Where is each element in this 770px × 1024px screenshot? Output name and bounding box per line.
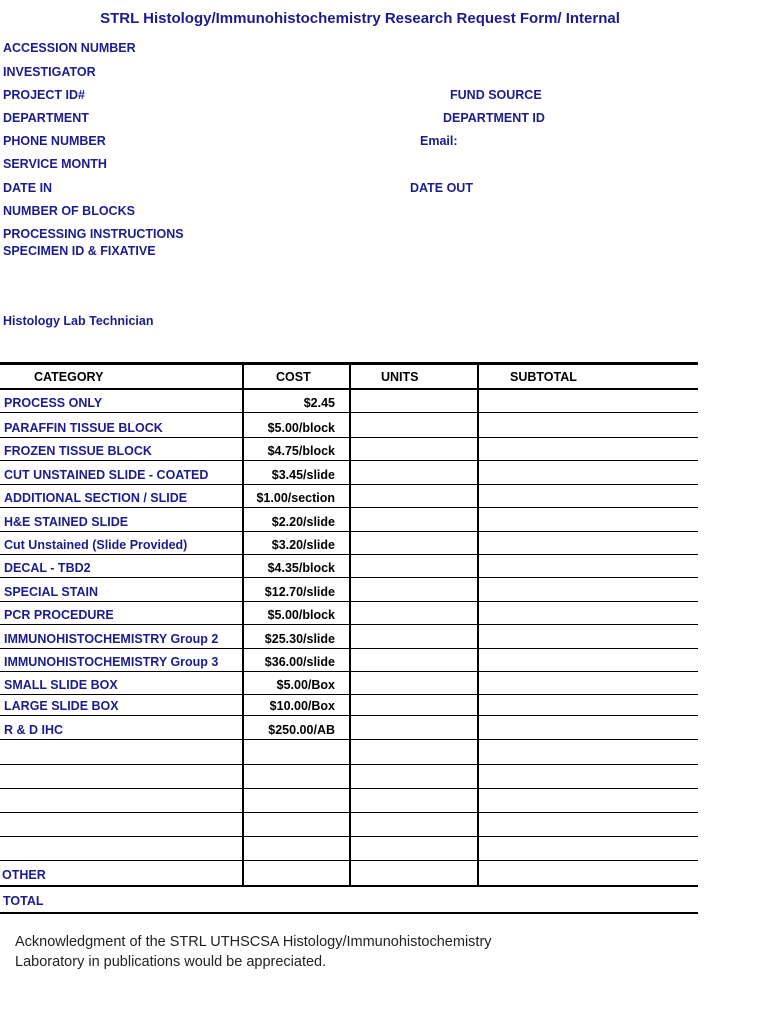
- category-cell: R & D IHC: [4, 723, 64, 737]
- table-row: [0, 508, 698, 532]
- date-out-label: DATE OUT: [410, 181, 473, 195]
- category-cell: DECAL - TBD2: [4, 561, 91, 575]
- acknowledgment-note: [15, 932, 492, 972]
- table-bottom-border: [0, 912, 698, 914]
- number-of-blocks-label: NUMBER OF BLOCKS: [3, 204, 135, 218]
- table-row: [0, 578, 698, 602]
- cost-cell: $2.45: [303, 396, 335, 410]
- fund-source-label: FUND SOURCE: [450, 88, 542, 102]
- acknowledgment-line-1: Acknowledgment of the STRL UTHSCSA Histology/Immunohistochemistry: [15, 934, 492, 950]
- category-cell: Cut Unstained (Slide Provided): [4, 538, 188, 552]
- cost-cell: $4.35/block: [267, 561, 335, 575]
- cost-header: COST: [276, 370, 311, 384]
- category-cell: CUT UNSTAINED SLIDE - COATED: [4, 468, 209, 482]
- cost-cell: $3.45/slide: [271, 468, 335, 482]
- department-label: DEPARTMENT: [3, 111, 89, 125]
- form-title: STRL Histology/Immunohistochemistry Research Request Form/ Internal: [100, 10, 620, 27]
- accession-number-label: ACCESSION NUMBER: [3, 41, 136, 55]
- category-header: CATEGORY: [34, 370, 104, 384]
- cost-cell: $2.20/slide: [271, 515, 335, 529]
- processing-instructions-label: PROCESSING INSTRUCTIONS: [3, 227, 184, 241]
- cost-cell: $5.00/block: [267, 421, 335, 435]
- cost-cell: $25.30/slide: [264, 632, 335, 646]
- investigator-label: INVESTIGATOR: [3, 65, 96, 79]
- table-row: [0, 602, 698, 625]
- cost-cell: $4.75/block: [267, 444, 335, 458]
- table-row: [0, 861, 698, 885]
- cost-cell: $12.70/slide: [264, 585, 335, 599]
- category-cell: PARAFFIN TISSUE BLOCK: [4, 421, 163, 435]
- table-row: [0, 532, 698, 555]
- table-row: [0, 837, 698, 861]
- category-cell: OTHER: [2, 868, 46, 882]
- specimen-id-label: SPECIMEN ID & FIXATIVE: [3, 244, 156, 258]
- total-label: TOTAL: [3, 894, 44, 908]
- table-row: [0, 390, 698, 413]
- category-cell: PCR PROCEDURE: [4, 608, 114, 622]
- cost-cell: $3.20/slide: [271, 538, 335, 552]
- subtotal-header: SUBTOTAL: [510, 370, 577, 384]
- table-row: [0, 649, 698, 672]
- table-row: [0, 813, 698, 837]
- category-cell: IMMUNOHISTOCHEMISTRY Group 3: [4, 655, 219, 669]
- service-month-label: SERVICE MONTH: [3, 157, 107, 171]
- table-row: [0, 625, 698, 649]
- cost-cell: $5.00/Box: [276, 678, 335, 692]
- table-row: [0, 672, 698, 695]
- table-row: [0, 485, 698, 508]
- department-id-label: DEPARTMENT ID: [443, 111, 545, 125]
- acknowledgment-line-2: Laboratory in publications would be appreciated.: [15, 954, 327, 970]
- table-row: [0, 461, 698, 485]
- table-row: [0, 438, 698, 461]
- date-in-label: DATE IN: [3, 181, 53, 195]
- category-cell: SMALL SLIDE BOX: [4, 678, 118, 692]
- cost-cell: $36.00/slide: [264, 655, 335, 669]
- table-row: [0, 716, 698, 740]
- category-cell: H&E STAINED SLIDE: [4, 515, 129, 529]
- category-cell: IMMUNOHISTOCHEMISTRY Group 2: [4, 632, 219, 646]
- total-top-border: [0, 885, 698, 887]
- table-row: [0, 695, 698, 716]
- table-row: [0, 740, 698, 765]
- category-cell: LARGE SLIDE BOX: [4, 699, 119, 713]
- project-id-label: PROJECT ID#: [3, 88, 85, 102]
- technician-label: Histology Lab Technician: [3, 314, 154, 328]
- category-cell: PROCESS ONLY: [4, 396, 103, 410]
- cost-cell: $1.00/section: [256, 491, 335, 505]
- phone-number-label: PHONE NUMBER: [3, 134, 106, 148]
- category-cell: SPECIAL STAIN: [4, 585, 98, 599]
- table-row: [0, 765, 698, 789]
- category-cell: ADDITIONAL SECTION / SLIDE: [4, 491, 188, 505]
- cost-cell: $5.00/block: [267, 608, 335, 622]
- table-row: [0, 789, 698, 813]
- table-row: [0, 555, 698, 578]
- category-cell: FROZEN TISSUE BLOCK: [4, 444, 152, 458]
- cost-cell: $10.00/Box: [269, 699, 335, 713]
- email-label: Email:: [420, 134, 458, 148]
- units-header: UNITS: [381, 370, 419, 384]
- table-row: [0, 413, 698, 438]
- cost-cell: $250.00/AB: [268, 723, 335, 737]
